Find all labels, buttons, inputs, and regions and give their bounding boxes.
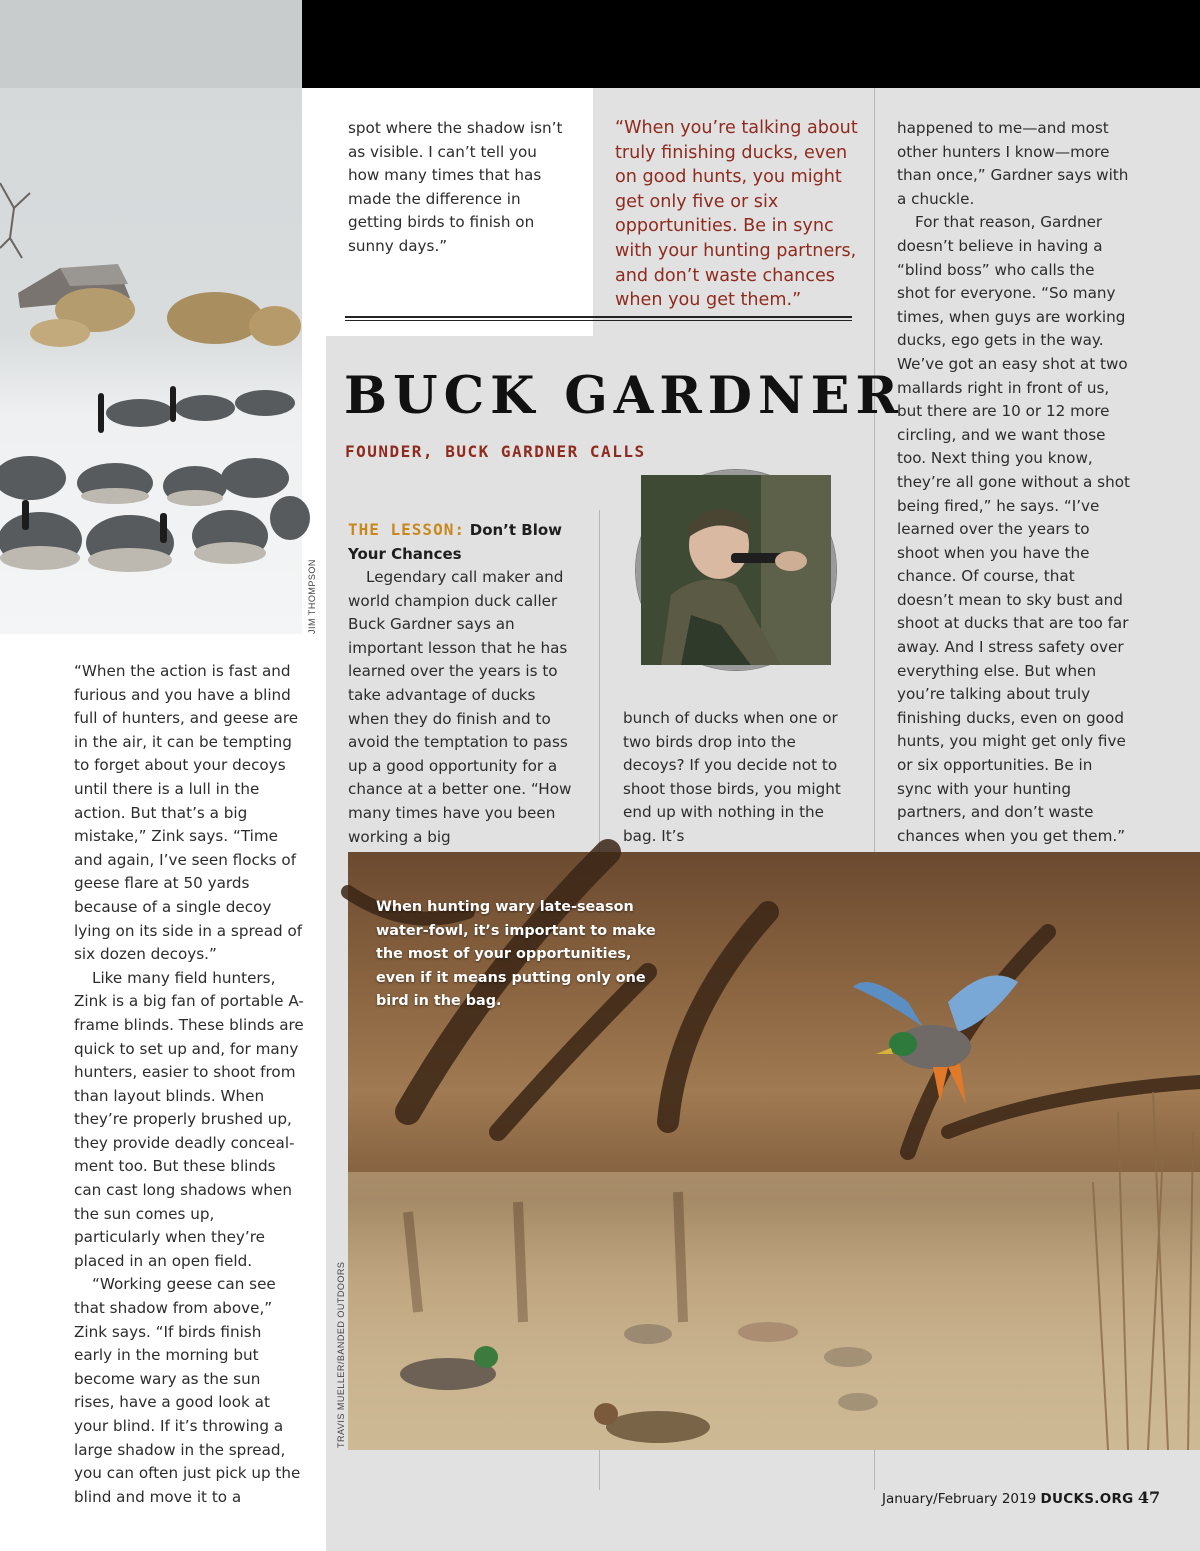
lesson-heading	[348, 518, 573, 566]
title-rule	[345, 316, 852, 318]
paragraph: For that reason, Gardner doesn’t believe in having a “blind boss” who calls the shot for everyone. “So many times, when guys are working ducks, ego gets in the way. We’ve got an easy shot at two mallards right in front of us, but there are 10 or 12 more circling, and we want those too. Next thing you know, they’re all gone without a shot being fired,” he says. “I’ve learned over the years to shoot when you have the chance. Of course, that doesn’t mean to sky bust and shoot at ducks that are too far away. And I stress safety over everything else. But when you’re talking about truly finishing ducks, even on good hunts, you might get only five or six opportunities. Be in sync with your hunting partners, and don’t waste chances when you get them.”	[897, 213, 1130, 845]
page-footer	[882, 1488, 1160, 1507]
top-black-band	[302, 0, 1200, 88]
lesson-body: Legendary call maker and world champion duck caller Buck Gardner says an important lesson that he has learned over the years is to take advantage of ducks when they do finish and to avoid the temptation to pass up a good opportunity for a chance at a better one. “How many times have you been working a big	[348, 568, 572, 846]
right-column-text	[897, 117, 1132, 848]
paragraph: “Working geese can see that shadow from above,” Zink says. “If birds finish early in the morning but become wary as the sun rises, have a good look at your blind. If it’s throwing a large shadow in the spread, you can often just pick up the blind and move it to a	[74, 1275, 301, 1506]
profile-name-heading: BUCK GARDNER	[344, 366, 904, 426]
site-name: DUCKS.ORG	[1040, 1491, 1134, 1507]
column-rule	[599, 1450, 600, 1490]
goose-decoys-photo	[0, 88, 317, 634]
photo-caption: When hunting wary late-season water-fowl, it’s important to make the most of your opportunities, even if it means putting only one bird in the bag.	[376, 899, 656, 1009]
buck-gardner-portrait	[636, 470, 836, 670]
issue-date: January/February 2019	[882, 1491, 1037, 1507]
portrait-illustration	[641, 475, 831, 665]
photo-credit-snow: JIM THOMPSON	[307, 559, 317, 634]
column-rule	[874, 88, 875, 852]
pull-quote: “When you’re talking about truly finishing ducks, even on good hunts, you might get only five or six opportunities. Be in sync with your hunting partners, and don’t waste chances when you get them.”	[615, 118, 858, 311]
profile-subtitle: FOUNDER, BUCK GARDNER CALLS	[345, 442, 646, 461]
top-grey-strip	[0, 0, 302, 88]
title-rule	[345, 320, 852, 321]
column-continuation-text: spot where the shadow isn’t as visible. I can’t tell you how many times that has made the difference in getting birds to finish on sunny days.”	[348, 119, 563, 255]
left-column-text	[74, 660, 304, 1509]
photo-credit-duck: TRAVIS MUELLER/BANDED OUTDOORS	[336, 1261, 346, 1448]
goose-decoys-illustration	[0, 88, 302, 634]
lesson-title: Don’t Blow Your Chances	[348, 521, 563, 563]
paragraph: “When the action is fast and furious and you have a blind full of hunters, and geese are in the air, it can be tempting to forget about your decoys until there is a lull in the action. But that’s a big mistake,” Zink says. “Time and again, I’ve seen flocks of geese flare at 50 yards because of a single decoy lying on its side in a spread of six dozen decoys.”	[74, 662, 303, 964]
column-rule	[599, 510, 600, 852]
middle-column-text: bunch of ducks when one or two birds drop into the decoys? If you decide not to shoot those birds, you might end up with nothing in the bag. It’s	[623, 709, 841, 845]
lesson-kicker: THE LESSON:	[348, 520, 465, 539]
page-number: 47	[1137, 1488, 1161, 1507]
paragraph: happened to me—and most other hunters I know—more than once,” Gardner says with a chuckle.	[897, 119, 1129, 208]
column-rule	[874, 1450, 875, 1490]
paragraph: Like many field hunters, Zink is a big fan of portable A-frame blinds. These blinds are quick to set up and, for many hunters, easier to shoot from than layout blinds. When they’re properly brushed up, they provide deadly conceal-ment too. But these blinds can cast long shadows when the sun comes up, particularly when they’re placed in an open field.	[74, 968, 304, 1270]
